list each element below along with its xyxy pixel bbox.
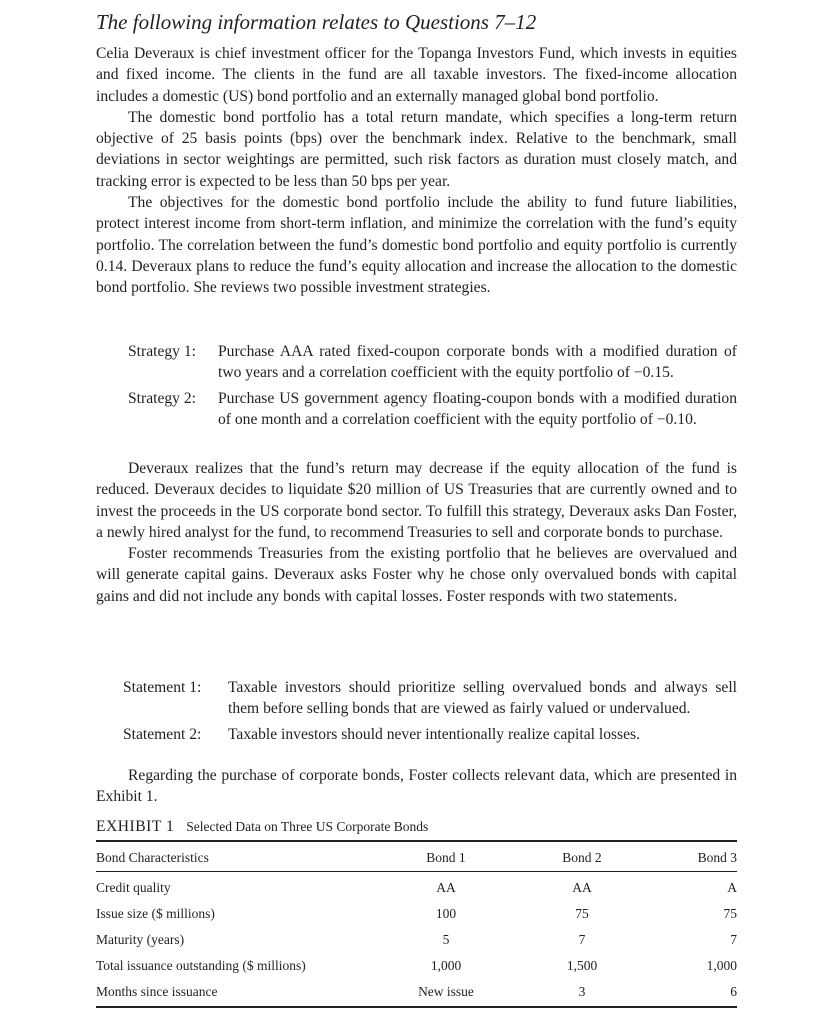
table-header-row [96, 850, 737, 870]
paragraph: The domestic bond portfolio has a total return mandate, which specifies a long-term return objective of 25 basis points (bps) over the benchmark index. Relative to the benchmark, small deviations in sector weightings are permitted, such risk factors as duration must closely match, and tracking error is expected to be less than 50 bps per year. [96, 108, 737, 190]
paragraph: Celia Deveraux is chief investment officer for the Topanga Investors Fund, which invests in equities and fixed income. The clients in the fund are all taxable investors. The fixed-income allocation includes a domestic (US) bond portfolio and an externally managed global bond portfolio. [96, 45, 737, 105]
strategy-list [128, 341, 737, 434]
table-cell: AA [436, 880, 456, 895]
exhibit-caption [96, 818, 428, 836]
table-cell: Total issuance outstanding ($ millions) [96, 958, 306, 973]
statement-list [123, 677, 737, 749]
column-header: Bond 3 [697, 850, 737, 865]
strategy-label: Strategy 2: [128, 389, 196, 407]
table-cell: Maturity (years) [96, 932, 185, 947]
questions-heading: The following information relates to Questions 7–12 [96, 10, 537, 34]
statement-item [123, 724, 737, 745]
table-cell: Issue size ($ millions) [96, 906, 215, 921]
strategy-item [128, 341, 737, 384]
table-cell: 5 [442, 932, 450, 947]
exhibit-title: Selected Data on Three US Corporate Bonds [186, 819, 429, 834]
table-cell: 1,000 [430, 958, 462, 973]
table-cell: A [727, 880, 737, 895]
table-cell: Months since issuance [96, 984, 218, 999]
paragraph: Foster recommends Treasuries from the existing portfolio that he believes are overvalued and will generate capital gains. Deveraux asks Foster why he chose only overvalued bonds with capital gains and did not include any bonds with capital losses. Foster responds with two statements. [96, 545, 737, 605]
table-row [96, 906, 737, 926]
paragraph: The objectives for the domestic bond portfolio include the ability to fund future liabilities, protect interest income from short-term inflation, and minimize the correlation with the fund’s equity portfolio. The correlation between the fund’s domestic bond portfolio and equity portfolio is currently 0.14. Deveraux plans to reduce the fund’s equity allocation and increase the allocation to the domestic bond portfolio. She reviews two possible investment strategies. [96, 194, 737, 297]
table-cell: Credit quality [96, 880, 171, 895]
table-cell: New issue [418, 984, 474, 999]
table-cell: 7 [578, 932, 586, 947]
table-cell: 1,500 [566, 958, 598, 973]
strategy-text: Purchase AAA rated fixed-coupon corporate bonds with a modified duration of two years and a correlation coefficient with the equity portfolio of −0.15. [218, 343, 737, 382]
table-cell: 3 [578, 984, 586, 999]
table-top-rule [96, 840, 737, 842]
table-cell: 100 [435, 906, 457, 921]
table-cell: 75 [723, 906, 737, 921]
column-header: Bond 2 [562, 850, 602, 865]
statement-text: Taxable investors should prioritize selling overvalued bonds and always sell them before selling bonds that are viewed as fairly valued or undervalued. [228, 679, 737, 718]
table-row [96, 984, 737, 1004]
statement-label: Statement 1: [123, 679, 202, 696]
column-header: Bond Characteristics [96, 850, 209, 865]
middle-paragraphs [96, 458, 737, 607]
table-row [96, 880, 737, 900]
table-cell: 7 [730, 932, 737, 947]
table-header-rule [96, 871, 737, 872]
statement-text: Taxable investors should never intentionally realize capital losses. [228, 725, 641, 743]
paragraph: Deveraux realizes that the fund’s return may decrease if the equity allocation of the fund is reduced. Deveraux decides to liquidate $20 million of US Treasuries that are currently owned and to invest the proceeds in the US corporate bond sector. To fulfill this strategy, Deveraux asks Dan Foster, a newly hired analyst for the fund, to recommend Treasuries to sell and corporate bonds to purchase. [96, 460, 737, 541]
intro-paragraphs [96, 43, 737, 299]
table-bottom-rule [96, 1006, 737, 1008]
statement-label: Statement 2: [123, 725, 202, 743]
table-cell: AA [572, 880, 592, 895]
strategy-item [128, 388, 737, 431]
table-row [96, 932, 737, 952]
exhibit-intro [96, 765, 737, 808]
table-row [96, 958, 737, 978]
exhibit-number: EXHIBIT 1 [96, 818, 175, 835]
strategy-label: Strategy 1: [128, 343, 196, 360]
paragraph: Regarding the purchase of corporate bonds, Foster collects relevant data, which are presented in Exhibit 1. [96, 767, 737, 806]
table-cell: 1,000 [706, 958, 737, 973]
table-cell: 6 [730, 984, 737, 999]
statement-item [123, 677, 737, 720]
table-cell: 75 [575, 906, 589, 921]
column-header: Bond 1 [426, 850, 466, 865]
strategy-text: Purchase US government agency floating-coupon bonds with a modified duration of one month and a correlation coefficient with the equity portfolio of −0.10. [218, 389, 737, 428]
